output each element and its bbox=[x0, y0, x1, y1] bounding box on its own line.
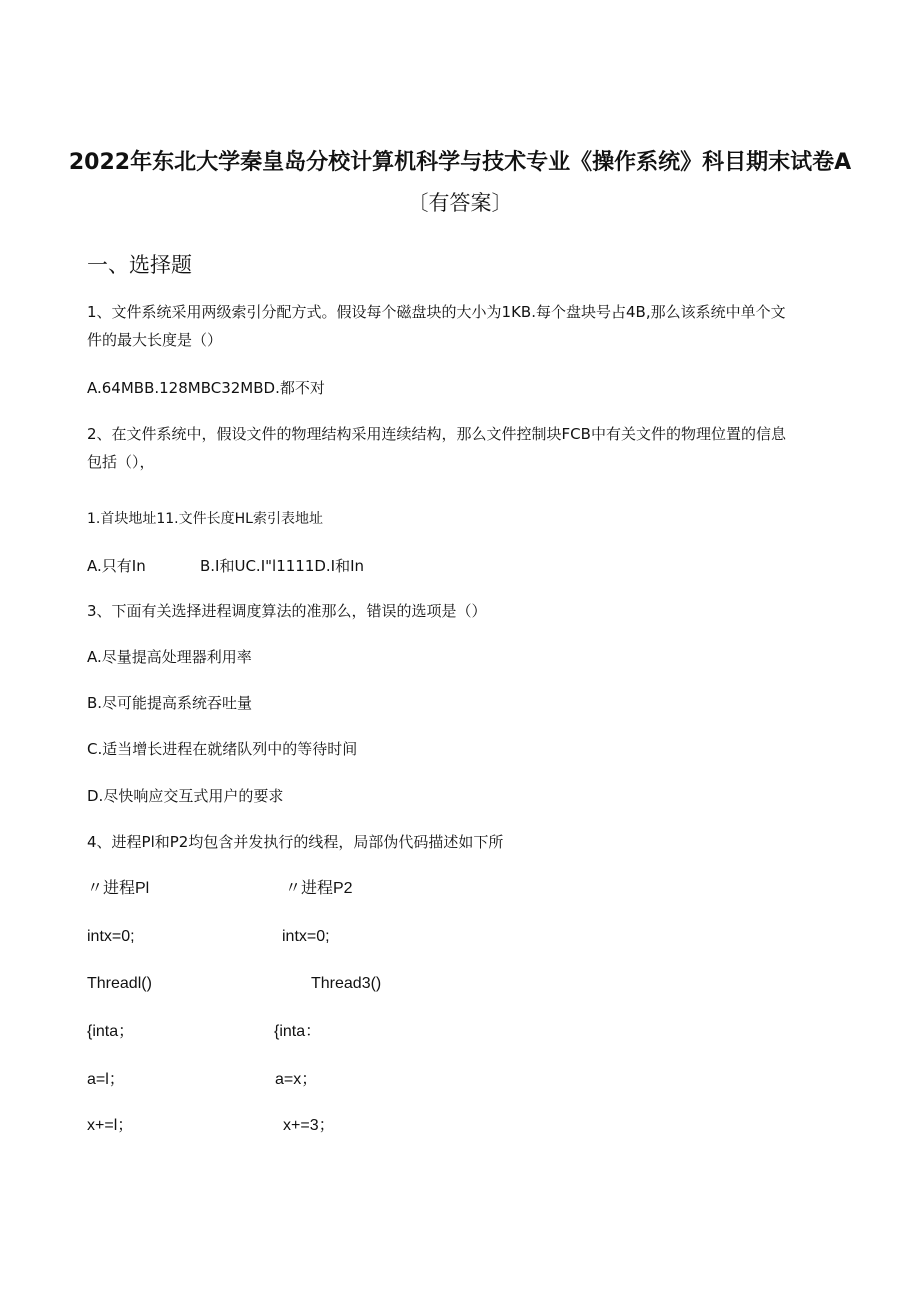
q2-options-rest: B.I和UC.I"l1111D.I和In bbox=[200, 557, 365, 575]
code-p2-line: a=x； bbox=[275, 1071, 318, 1088]
code-p2-line: {inta： bbox=[274, 1023, 322, 1040]
q4-stem: 4、进程Pl和P2均包含并发执行的线程，局部伪代码描述如下所 bbox=[87, 833, 504, 851]
section-heading: 一、选择题 bbox=[87, 253, 192, 277]
code-p2-comment: 〃进程P2 bbox=[285, 880, 353, 897]
q3-option-d: D.尽快响应交互式用户的要求 bbox=[87, 787, 284, 805]
code-p1-line: {inta； bbox=[87, 1023, 135, 1040]
code-p1-line: x+=l； bbox=[87, 1117, 134, 1134]
code-p2-line: Thread3() bbox=[311, 975, 382, 992]
q2-stem-line2: 包括（）， bbox=[87, 453, 155, 471]
code-p1-line: a=l； bbox=[87, 1071, 125, 1088]
q2-items: 1.首块地址11.文件长度HL索引表地址 bbox=[87, 511, 323, 527]
page-subtitle: 〔有答案〕 bbox=[407, 191, 513, 215]
code-p1-line: Threadl() bbox=[87, 975, 152, 992]
q3-option-c: C.适当增长进程在就绪队列中的等待时间 bbox=[87, 740, 358, 758]
code-p1-comment: 〃进程Pl bbox=[87, 880, 150, 897]
q3-option-b: B.尽可能提高系统吞吐量 bbox=[87, 694, 253, 712]
page-title: 2022年东北大学秦皇岛分校计算机科学与技术专业《操作系统》科目期末试卷A bbox=[68, 150, 852, 175]
q2-stem-line1: 2、在文件系统中，假设文件的物理结构采用连续结构，那么文件控制块FCB中有关文件的物理位置的信息 bbox=[87, 425, 786, 443]
code-p1-line: intx=0; bbox=[87, 928, 135, 945]
q1-options: A.64MBB.128MBC32MBD.都不对 bbox=[87, 379, 325, 397]
q3-option-a: A.尽量提高处理器利用率 bbox=[87, 648, 252, 666]
code-p2-line: intx=0; bbox=[282, 928, 330, 945]
code-p2-line: x+=3； bbox=[283, 1117, 335, 1134]
q1-stem-line1: 1、文件系统采用两级索引分配方式。假设每个磁盘块的大小为1KB.每个盘块号占4B,那么该系统中单个文 bbox=[87, 303, 786, 321]
q1-stem-line2: 件的最大长度是（） bbox=[87, 331, 223, 349]
q3-stem: 3、下面有关选择进程调度算法的准那么，错误的选项是（） bbox=[87, 602, 487, 620]
q2-option-a: A.只有In bbox=[87, 557, 146, 575]
